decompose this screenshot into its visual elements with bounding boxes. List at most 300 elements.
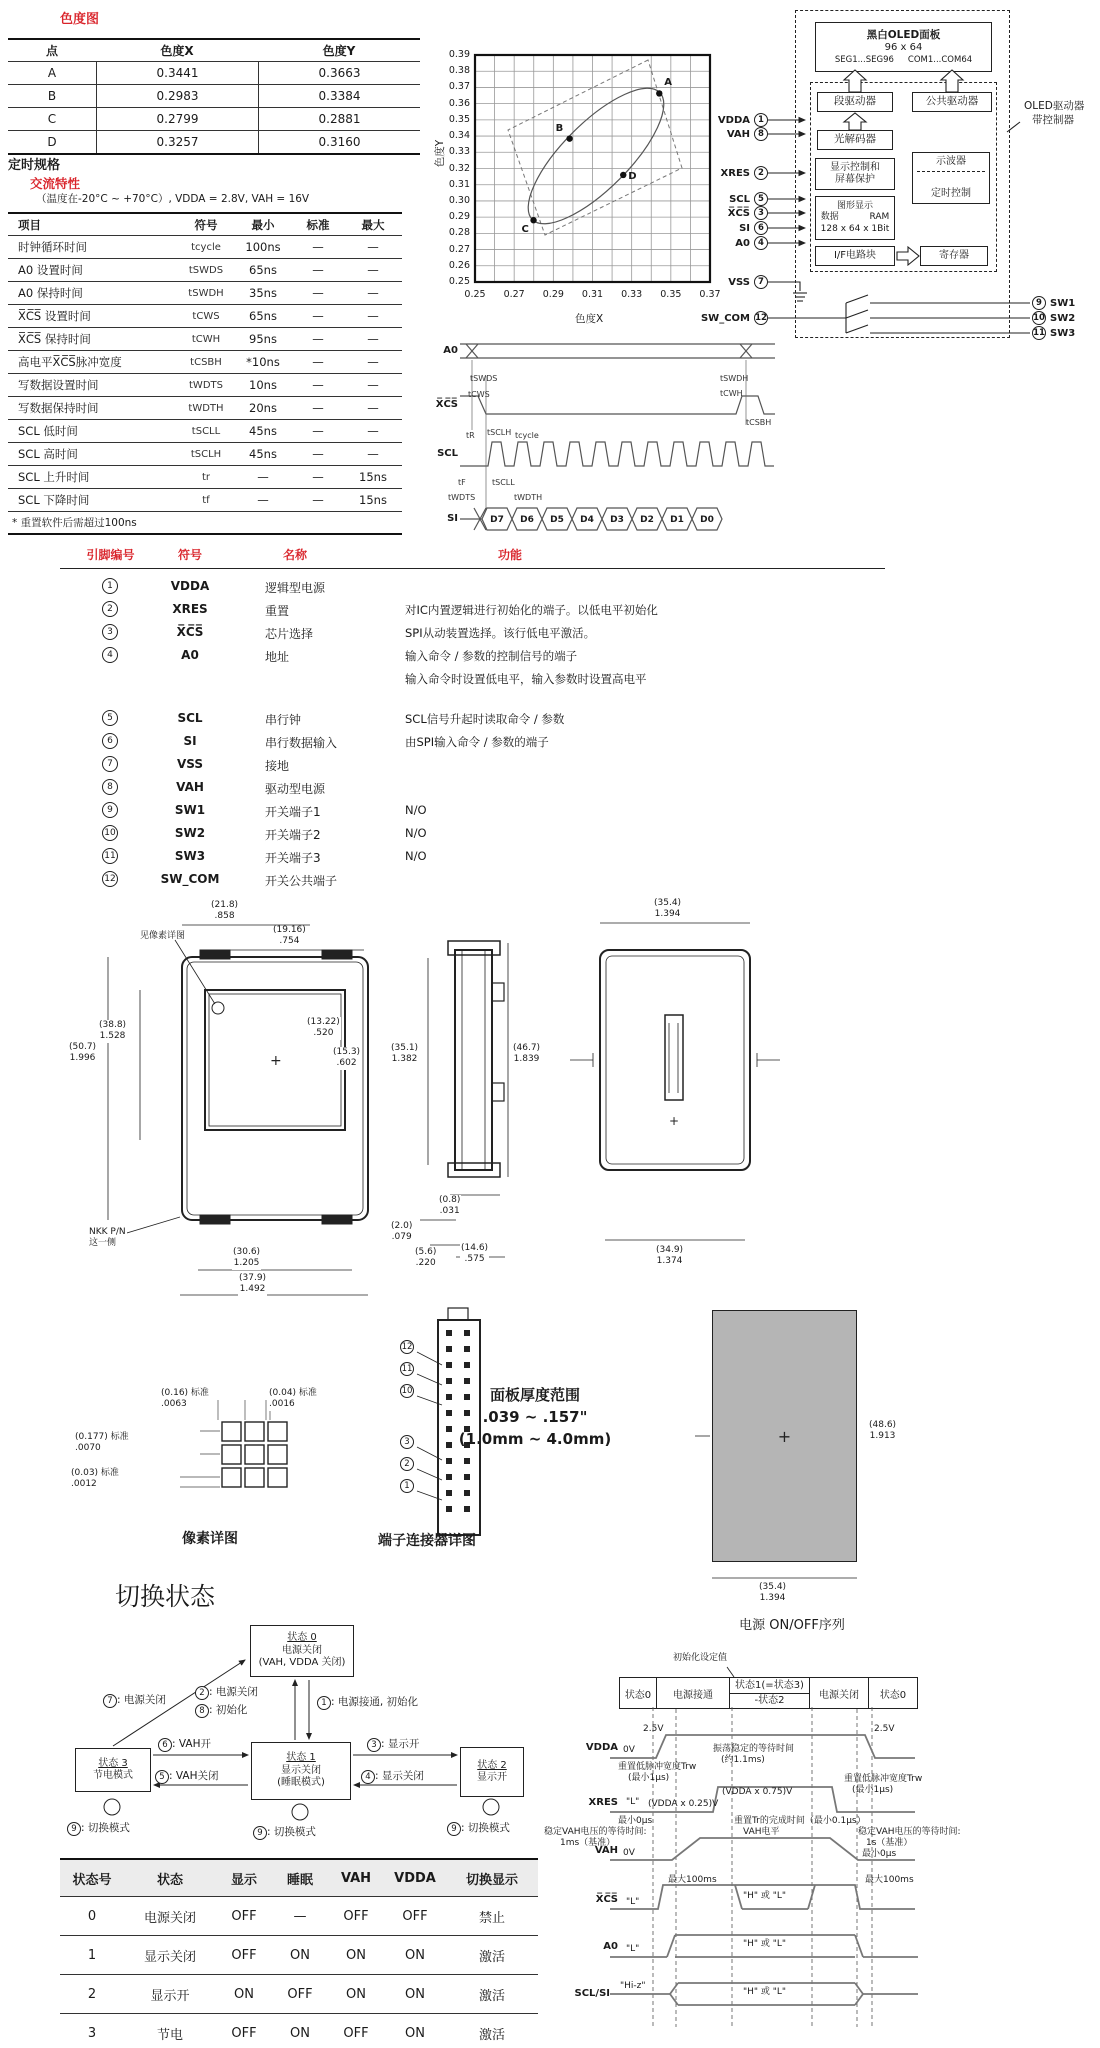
pin-sw1: 9 SW1	[1032, 296, 1075, 310]
edge-label-2: 2 : 电源关闭	[195, 1686, 258, 1700]
seq-label-sclsi: SCL/SI	[574, 1988, 610, 1999]
cell: N/O	[405, 826, 427, 840]
col-header: 睡眠	[286, 1872, 313, 1888]
cell: —	[312, 447, 324, 461]
common-driver-box: 公共驱动器	[912, 92, 992, 112]
timing-control-label: 定时控制	[931, 187, 971, 199]
panel-dim-lines	[690, 1305, 770, 1595]
sclsi-h-or-l: "H" 或 "L"	[743, 1987, 787, 1997]
panel-bottom-dim-line	[712, 1572, 872, 1592]
edge-label-1: 1 : 电源接通, 初始化	[317, 1696, 418, 1710]
min-0us-right: 最小0μs	[862, 1849, 897, 1859]
timing-section-title: 定时规格	[8, 158, 61, 173]
thickness-mm: (1.0mm ~ 4.0mm)	[458, 1429, 612, 1448]
cell: —	[367, 286, 379, 300]
cell: 显示关闭	[143, 1949, 196, 1965]
pin-number-circle: 7	[754, 275, 768, 289]
pixel-detail-diagram	[60, 1380, 320, 1555]
cell: 输入命令时设置低电平，输入参数时设置高电平	[405, 672, 647, 686]
cell: 2	[87, 1986, 97, 2002]
edge-label-9b: 9 : 切换模式	[253, 1826, 316, 1840]
cell: tCSBH	[190, 356, 222, 368]
phase-cell: 状态1(=状态3) -状态2	[729, 1677, 810, 1709]
dim-0-16: (0.16) 标准 .0063	[161, 1388, 209, 1410]
dim-2-0: (2.0) .079	[391, 1221, 413, 1243]
vdda-0v: 0V	[623, 1745, 635, 1755]
back-view-drawing	[565, 895, 785, 1300]
col-header: 色度X	[160, 44, 194, 58]
seq-label-vah: VAH	[594, 1845, 618, 1856]
vdda-2v5-left: 2.5V	[643, 1724, 664, 1734]
cell: tSWDS	[188, 264, 224, 276]
cell: —	[367, 378, 379, 392]
cell: —	[257, 493, 269, 507]
x-tick-label: 0.25	[464, 289, 486, 300]
phase-cell: 电源接通	[656, 1677, 730, 1709]
si-bit: D4	[580, 515, 594, 525]
driver-controller-label2: 带控制器	[1032, 114, 1074, 126]
pixel-detail-label: 像素详图	[182, 1531, 238, 1547]
xres-level-l: "L"	[626, 1797, 640, 1807]
col-header: 切换显示	[465, 1872, 518, 1888]
cell: tSWDH	[188, 287, 224, 299]
cell: 地址	[265, 650, 290, 664]
pin-row-number: 8	[102, 778, 118, 795]
cell: 写数据保持时间	[18, 401, 99, 415]
cell: 时钟循环时间	[18, 240, 87, 254]
timing-footnote: * 重置软件后需超过100ns	[8, 511, 402, 533]
cell: 串行钟	[265, 713, 302, 727]
x-tick-label: 0.29	[542, 289, 564, 300]
col-header: 点	[45, 44, 58, 58]
dim-5-6: (5.6) .220	[415, 1247, 437, 1269]
ann-tcws: tCWS	[468, 390, 490, 399]
y-tick-label: 0.31	[448, 178, 470, 190]
pin-row-number: 1	[102, 577, 118, 594]
cell: —	[367, 447, 379, 461]
col-header: VAH	[340, 1870, 372, 1886]
trw-right-line2: (最小1μs)	[852, 1785, 894, 1795]
cell: 激活	[478, 2027, 505, 2043]
cell: —	[312, 263, 324, 277]
thickness-inches: .039 ~ .157"	[482, 1407, 588, 1426]
pin-row-number: 12	[102, 870, 118, 887]
ac-timing-waveform	[430, 330, 802, 545]
dim-34-9: (34.9) 1.374	[656, 1245, 684, 1267]
ann-twdth: tWDTH	[514, 493, 543, 502]
cell: —	[367, 240, 379, 254]
cell: ON	[290, 2025, 310, 2041]
decoder-box: 光解码器	[817, 130, 893, 150]
cell: N/O	[405, 803, 427, 817]
pin-vss: VSS 7	[625, 275, 768, 289]
cell: 高电平X̅C̅S̅脉冲宽度	[18, 355, 122, 369]
pin-sw2: 10 SW2	[1033, 312, 1076, 324]
reset-tr-complete: 重置Tr的完成时间（最小0.1μs）	[734, 1816, 866, 1826]
ann-tsclh: tSCLH	[487, 428, 512, 437]
col-header: VDDA	[394, 1870, 436, 1886]
pin-row-number: 6	[102, 732, 118, 749]
cell: tSCLL	[191, 425, 221, 437]
cell: 开关端子1	[265, 805, 321, 819]
pin-number-circle: 1	[754, 113, 768, 127]
vah-wait-right-line2: 1s（基准）	[866, 1838, 913, 1848]
signal-label-a0: A0	[443, 345, 458, 356]
cell: SCL	[177, 711, 203, 725]
if-circuit-box: I/F电路块	[815, 246, 895, 266]
cell: XRES	[172, 602, 208, 616]
min-0us-left: 最小0μs	[618, 1816, 653, 1826]
y-axis-label: 色度Y	[434, 139, 447, 168]
dim-46-7: (46.7) 1.839	[513, 1043, 541, 1065]
segment-driver-box: 段驱动器	[817, 92, 893, 112]
cell: tCWS	[192, 310, 220, 322]
cell: 开关公共端子	[265, 874, 338, 888]
xcs-h-or-l: "H" 或 "L"	[743, 1891, 787, 1901]
pin-row-number: 4	[102, 646, 118, 663]
cell: ON	[405, 1986, 425, 2002]
panel-resolution: 96 x 64	[884, 42, 923, 53]
cell: —	[312, 493, 324, 507]
pin-xres: XRES 2	[625, 166, 768, 180]
cell: —	[312, 309, 324, 323]
cell: tcycle	[191, 241, 221, 253]
cell: X̅C̅S̅ 设置时间	[18, 309, 91, 323]
cell: OFF	[402, 1908, 428, 1924]
cell: —	[312, 401, 324, 415]
cell: 接地	[265, 759, 290, 773]
ann-tscll: tSCLL	[492, 478, 515, 487]
edge-label-8: 8 : 初始化	[195, 1704, 247, 1718]
col-header: 状态	[156, 1872, 183, 1888]
cell: —	[312, 470, 324, 484]
cell: —	[367, 332, 379, 346]
cell: 串行数据输入	[265, 736, 338, 750]
cell: 95ns	[249, 332, 277, 346]
vdda-075-threshold: (VDDA x 0.75)V	[722, 1787, 793, 1797]
a0-level-l: "L"	[626, 1944, 640, 1954]
ann-tswds: tSWDS	[470, 374, 498, 383]
col-header: 符号	[177, 548, 202, 562]
cell: 激活	[478, 1949, 505, 1965]
conn-pin-circle-3: 3	[400, 1435, 414, 1449]
panel-outline-drawing: +	[712, 1310, 857, 1562]
cell: 45ns	[249, 424, 277, 438]
cell: SCL信号升起时读取命令 / 参数	[405, 712, 565, 726]
table-row	[8, 304, 402, 327]
table-row	[8, 107, 420, 130]
cell: A0	[181, 648, 199, 662]
col-header: 色度Y	[322, 44, 356, 58]
ann-tcsbh: tCSBH	[746, 418, 772, 427]
cell: A0 保持时间	[18, 286, 83, 300]
y-tick-label: 0.26	[448, 259, 470, 271]
cell: SCL 上升时间	[18, 470, 90, 484]
cell: 开关端子2	[265, 828, 321, 842]
oscillator-label: 示波器	[917, 156, 985, 172]
cell: —	[367, 263, 379, 277]
cell: 0	[87, 1908, 97, 1924]
cell: ON	[405, 2025, 425, 2041]
dim-19-16: (19.16) .754	[273, 925, 306, 947]
col-header: 功能	[497, 548, 522, 562]
table-row	[8, 396, 402, 419]
thickness-title: 面板厚度范围	[489, 1386, 580, 1404]
pin-scl: SCL 5	[625, 192, 768, 206]
cell: —	[312, 424, 324, 438]
conn-pin-circle-2: 2	[400, 1457, 414, 1471]
y-tick-label: 0.34	[448, 130, 470, 142]
osc-wait-line1: 振荡稳定的等待时间	[713, 1744, 795, 1754]
signal-label-xcs: X̅C̅S̅	[435, 399, 458, 410]
dim-50-7: (50.7) 1.996	[69, 1042, 97, 1064]
table-row	[8, 235, 402, 258]
pin-row-number: 5	[102, 709, 118, 726]
cell: OFF	[231, 1947, 257, 1963]
cell: 0.2799	[96, 108, 258, 130]
cell: 10ns	[249, 378, 277, 392]
pin-row-number: 2	[102, 600, 118, 617]
cell: —	[257, 470, 269, 484]
ann-tr: tR	[466, 431, 475, 440]
cell: SW3	[174, 849, 206, 863]
pin-vdda: VDDA 1	[625, 113, 768, 127]
pin-number-circle: 3	[754, 206, 768, 220]
cell: 0.3384	[258, 85, 420, 107]
nkk-pn-label: NKK P/N 这一侧	[89, 1227, 126, 1249]
pin-description-table	[55, 540, 1035, 890]
pin-number-circle: 4	[754, 236, 768, 250]
chroma-title: 色度图	[60, 12, 100, 27]
dim-0-03: (0.03) 标准 .0012	[71, 1468, 119, 1490]
conn-pin-circle-12: 12	[401, 1342, 413, 1352]
table-row	[8, 419, 402, 442]
osc-wait-line2: (约1.1ms)	[721, 1755, 765, 1765]
table-row	[8, 281, 402, 304]
panel-label: 黑白OLED面板	[866, 28, 941, 41]
dim-14-6: (14.6) .575	[461, 1243, 489, 1265]
cell: 15ns	[359, 493, 387, 507]
panel-thickness-note	[420, 1385, 650, 1450]
table-row	[8, 350, 402, 373]
dim-30-6: (30.6) 1.205	[233, 1247, 261, 1269]
edge-label-3: 3 : 显示开	[367, 1738, 419, 1752]
cell: 0.2983	[96, 85, 258, 107]
oscillator-timing-box	[912, 152, 990, 204]
power-sequence-title: 电源 ON/OFF序列	[739, 1618, 845, 1633]
cell: SW_COM	[160, 872, 220, 886]
cell: SW1	[174, 803, 206, 817]
cell: 0.3257	[96, 131, 258, 153]
dim-35-4-panel: (35.4) 1.394	[759, 1582, 787, 1604]
cell: 写数据设置时间	[18, 378, 99, 392]
ac-characteristics-title: 交流特性	[30, 176, 81, 191]
col-header: 项目	[18, 217, 41, 232]
pin-number-circle: 10	[1033, 313, 1045, 323]
pin-number-circle: 2	[754, 166, 768, 180]
pin-number-circle: 5	[754, 192, 768, 206]
trw-right-line1: 重置低脉冲宽度Trw	[844, 1774, 923, 1784]
switching-states-title: 切换状态	[115, 1582, 216, 1611]
table-row	[8, 465, 402, 488]
pin-row-number: 7	[102, 755, 118, 772]
cell: SCL 高时间	[18, 447, 78, 461]
cell: 驱动型电源	[265, 782, 326, 796]
vdda-025-threshold: (VDDA x 0.25)V	[648, 1799, 719, 1809]
cell: OFF	[231, 2025, 257, 2041]
data-point-label: A	[664, 77, 673, 89]
y-tick-label: 0.35	[448, 113, 470, 125]
timing-table	[8, 212, 402, 535]
x-axis-label: 色度X	[575, 313, 604, 325]
pin-a0: A0 4	[625, 236, 768, 250]
cell: 开关端子3	[265, 851, 321, 865]
si-bit: D2	[640, 515, 654, 525]
cell: SPI从动装置选择。该行低电平激活。	[405, 626, 596, 640]
state0-box: 状态 0 电源关闭 (VAH, VDDA 关闭)	[250, 1625, 354, 1677]
seq-label-vdda: VDDA	[585, 1742, 618, 1753]
a0-h-or-l: "H" 或 "L"	[743, 1939, 787, 1949]
col-header: 最大	[361, 217, 385, 232]
x-tick-label: 0.31	[581, 289, 604, 300]
max-100ms-right: 最大100ms	[865, 1875, 914, 1885]
cell: 0.2881	[258, 108, 420, 130]
cell: VDDA	[170, 579, 210, 593]
cell: ON	[346, 1947, 366, 1963]
mech-front-view	[69, 895, 385, 1300]
pin-xcs: X̅C̅S̅ 3	[625, 206, 768, 220]
table-header-row	[8, 214, 402, 235]
pin-number-circle: 12	[755, 313, 767, 323]
display-control-box: 显示控制和 屏幕保护	[815, 158, 895, 190]
table-row	[8, 488, 402, 511]
cell: —	[367, 309, 379, 323]
cell: SCL 下降时间	[18, 493, 90, 507]
vah-wait-right-line1: 稳定VAH电压的等待时间:	[858, 1827, 961, 1837]
cell: 节电	[156, 2027, 183, 2043]
cell: ON	[405, 1947, 425, 1963]
vdda-2v5-right: 2.5V	[874, 1724, 895, 1734]
x-tick-label: 0.35	[660, 289, 682, 300]
y-tick-label: 0.28	[448, 227, 470, 239]
cell: tWDTH	[188, 402, 224, 414]
dim-0-177: (0.177) 标准 .0070	[75, 1432, 129, 1454]
trw-left-line1: 重置低脉冲宽度Trw	[618, 1762, 697, 1772]
col-header: 显示	[230, 1872, 257, 1888]
y-tick-label: 0.30	[448, 194, 470, 206]
cell: ON	[290, 1947, 310, 1963]
cell: SCL 低时间	[18, 424, 78, 438]
y-tick-label: 0.38	[448, 65, 470, 77]
cell: N/O	[405, 849, 427, 863]
edge-label-6: 6 : VAH开	[158, 1738, 211, 1752]
data-point-label: D	[628, 170, 637, 182]
timing-condition: （温度在-20°C ~ +70°C）, VDDA = 2.8V, VAH = 16V	[36, 193, 310, 205]
cell: —	[367, 401, 379, 415]
seq-label-xcs: X̅C̅S̅	[595, 1894, 618, 1905]
mech-side-view	[390, 895, 560, 1300]
cell: C	[47, 112, 57, 126]
cell: 1	[87, 1947, 97, 1963]
dim-13-22: (13.22) .520	[307, 1017, 340, 1039]
pin-si: SI 6	[625, 221, 768, 235]
cell: *10ns	[246, 355, 280, 369]
cell: 35ns	[249, 286, 277, 300]
cell: X̅C̅S̅ 保持时间	[18, 332, 91, 346]
seq-label-a0: A0	[603, 1941, 618, 1952]
cell: 电源关闭	[143, 1910, 196, 1926]
phase-cell: 电源关闭	[809, 1677, 869, 1709]
dim-38-8: (38.8) 1.528	[99, 1020, 127, 1042]
seq-label-xres: XRES	[588, 1797, 618, 1808]
cell: tSCLH	[190, 448, 222, 460]
vah-wait-left-line1: 稳定VAH电压的等待时间:	[544, 1827, 647, 1837]
ann-tcwh: tCWH	[720, 389, 743, 398]
ann-twdts: tWDTS	[448, 493, 476, 502]
xcs-level-l: "L"	[626, 1897, 640, 1907]
dim-15-3: (15.3) .602	[333, 1047, 361, 1069]
chromaticity-table	[8, 38, 420, 155]
cell: OFF	[231, 1908, 257, 1924]
cell: 激活	[478, 1988, 505, 2004]
edge-label-9a: 9 : 切换模式	[67, 1822, 130, 1836]
cell: tr	[201, 471, 211, 483]
conn-pin-circle-11: 11	[401, 1364, 413, 1374]
si-bit: D6	[520, 515, 534, 525]
table-row	[8, 373, 402, 396]
side-view-drawing	[390, 895, 560, 1300]
header-rule	[60, 568, 885, 569]
cell: —	[312, 378, 324, 392]
state3-box: 状态 3 节电模式	[75, 1748, 151, 1792]
col-header: 引脚编号	[86, 548, 135, 562]
cell: A	[47, 66, 57, 80]
data-point-label: B	[555, 122, 564, 134]
data-point-label: C	[521, 224, 529, 236]
pin-number-circle: 6	[754, 221, 768, 235]
vah-wait-left-line2: 1ms（基准）	[560, 1838, 616, 1848]
table-header-row	[8, 40, 420, 61]
cell: —	[367, 424, 379, 438]
mech-back-view	[565, 895, 785, 1300]
cell: tf	[202, 494, 210, 506]
cell: ON	[234, 1986, 254, 2002]
oled-panel-box	[815, 22, 992, 72]
conn-pin-circle-10: 10	[401, 1386, 413, 1396]
si-bit: D1	[670, 515, 684, 525]
graphics-ram-box: 图形显示 数据 RAM 128 x 64 x 1Bit	[815, 196, 895, 240]
cell: —	[367, 355, 379, 369]
vah-level-label: VAH电平	[743, 1827, 780, 1837]
ann-tswdh: tSWDH	[720, 374, 749, 383]
sclsi-hiz: "Hi-z"	[620, 1981, 646, 1991]
col-header: 标准	[306, 217, 330, 232]
sequence-phase-header	[620, 1677, 918, 1709]
cell: 65ns	[249, 309, 277, 323]
table-row	[8, 130, 420, 153]
data-point-C	[530, 217, 536, 223]
pin-row-number: 10	[102, 824, 118, 841]
phase-cell: 状态0	[619, 1677, 657, 1709]
cell: VAH	[176, 780, 204, 794]
cell: 0.3441	[96, 62, 258, 84]
svg-text:+: +	[270, 1053, 282, 1069]
pin-number-circle: 8	[754, 127, 768, 141]
power-on-off-sequence	[460, 1645, 1100, 2048]
data-point-B	[566, 135, 572, 141]
x-tick-label: 0.27	[503, 289, 525, 300]
col-header: 最小	[251, 217, 275, 232]
